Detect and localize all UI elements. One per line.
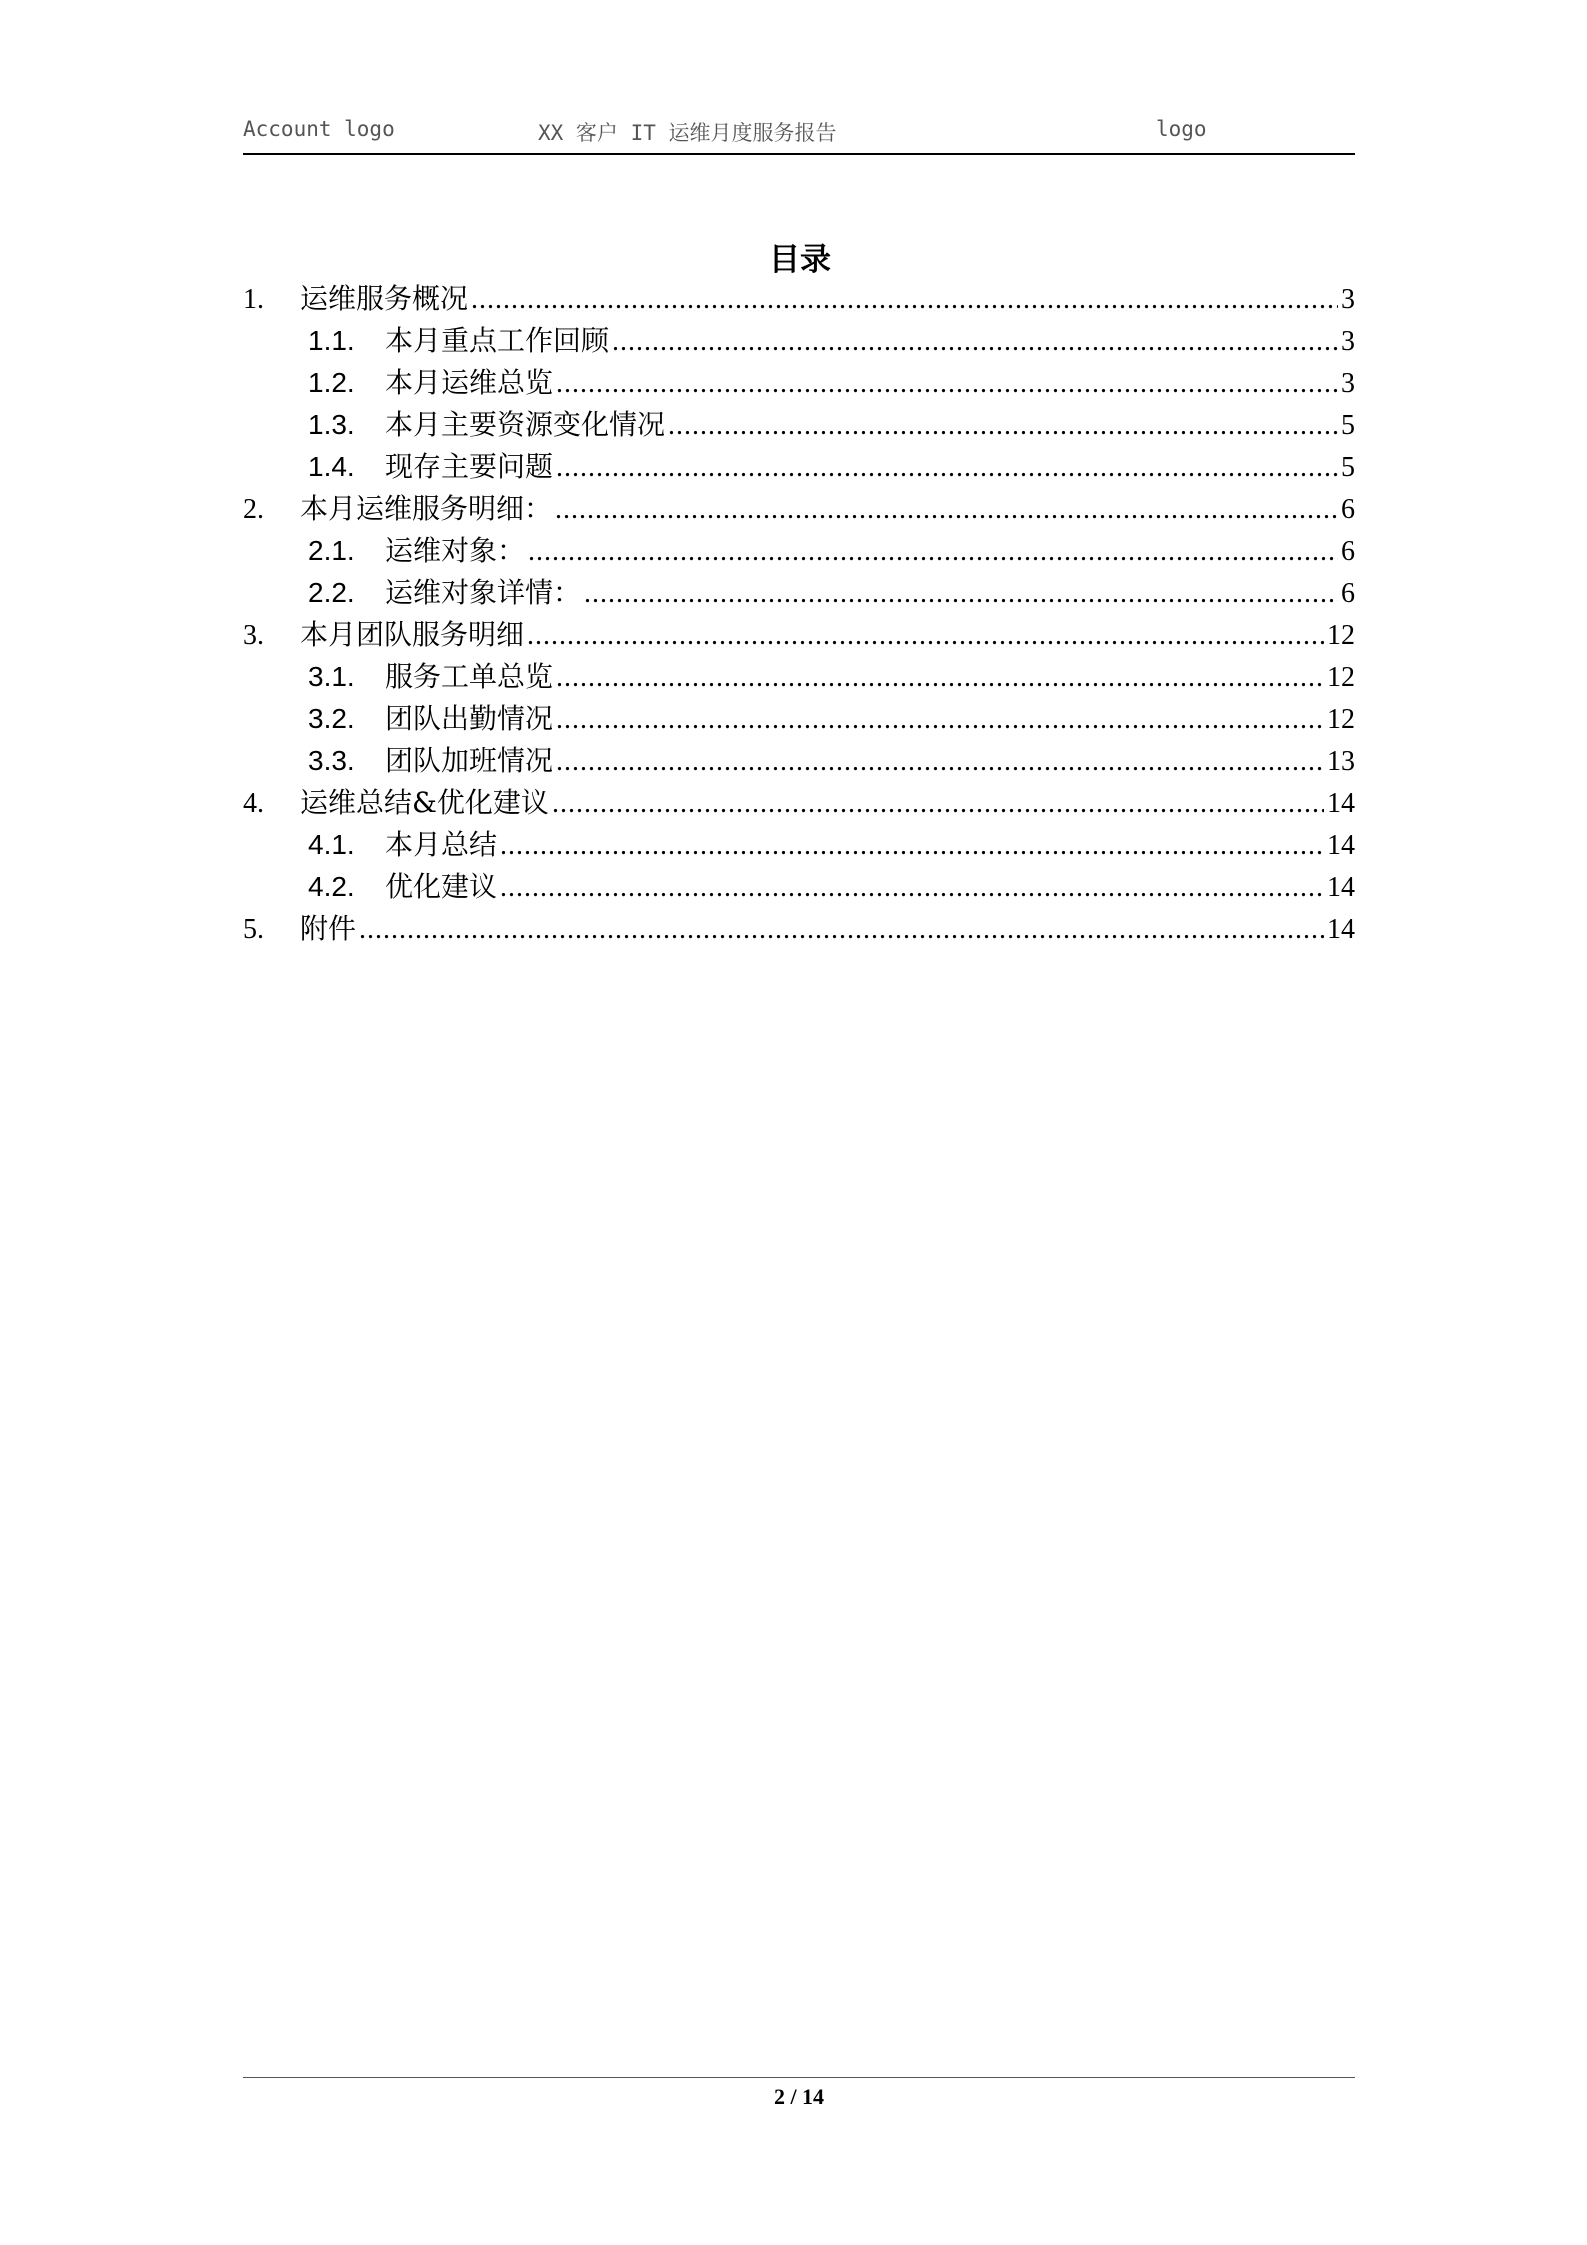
- page-footer: [243, 2077, 1355, 2109]
- toc-entry[interactable]: [243, 488, 1355, 530]
- header-logo: logo: [1156, 117, 1207, 141]
- toc-entry-page: 3: [1341, 326, 1355, 357]
- toc-entry[interactable]: [243, 824, 1355, 866]
- toc-entry-label: 本月重点工作回顾: [385, 324, 610, 357]
- toc-entry-page: 14: [1327, 788, 1355, 819]
- page-number: 2 / 14: [773, 2084, 825, 2109]
- toc-entry[interactable]: [243, 320, 1355, 362]
- toc-entry[interactable]: [243, 740, 1355, 782]
- toc-entry-page: 12: [1327, 620, 1355, 651]
- toc-entry-number: 4.2.: [308, 871, 355, 902]
- toc-entry[interactable]: [243, 698, 1355, 740]
- toc-entry[interactable]: [243, 446, 1355, 488]
- toc-entry-label: 运维总结&优化建议: [300, 786, 549, 819]
- toc-leader-dots: [359, 909, 1324, 951]
- toc-entry[interactable]: [243, 614, 1355, 656]
- table-of-contents: [243, 278, 1355, 950]
- toc-entry-number: 1.: [243, 284, 264, 315]
- toc-entry[interactable]: [243, 908, 1355, 950]
- toc-entry[interactable]: [243, 404, 1355, 446]
- toc-entry[interactable]: [243, 866, 1355, 908]
- toc-entry-number: 5.: [243, 914, 264, 945]
- page-header: [243, 113, 1355, 155]
- toc-entry-number: 3.1.: [308, 661, 355, 692]
- toc-entry-page: 14: [1327, 914, 1355, 945]
- toc-title: 目录: [769, 242, 831, 278]
- toc-leader-dots: [556, 657, 1324, 699]
- toc-entry-label: 本月运维总览: [385, 366, 554, 399]
- toc-entry-number: 4.1.: [308, 829, 355, 860]
- toc-leader-dots: [556, 741, 1324, 783]
- toc-entry-page: 5: [1341, 452, 1355, 483]
- toc-entry-label: 团队加班情况: [385, 744, 554, 777]
- toc-leader-dots: [556, 699, 1324, 741]
- toc-entry[interactable]: [243, 530, 1355, 572]
- toc-entry[interactable]: [243, 656, 1355, 698]
- toc-entry-label: 现存主要问题: [385, 450, 554, 483]
- toc-entry-number: 1.2.: [308, 367, 355, 398]
- toc-entry-page: 12: [1327, 662, 1355, 693]
- toc-leader-dots: [668, 405, 1338, 447]
- toc-entry-number: 4.: [243, 788, 264, 819]
- toc-entry-page: 14: [1327, 872, 1355, 903]
- toc-entry-number: 3.: [243, 620, 264, 651]
- toc-leader-dots: [612, 321, 1338, 363]
- toc-entry-label: 运维对象：: [385, 534, 526, 567]
- toc-entry-label: 本月主要资源变化情况: [385, 408, 666, 441]
- toc-entry-label: 本月运维服务明细：: [300, 492, 553, 525]
- toc-entry-number: 2.2.: [308, 577, 355, 608]
- toc-entry-page: 12: [1327, 704, 1355, 735]
- toc-entry-number: 3.2.: [308, 703, 355, 734]
- toc-entry[interactable]: [243, 782, 1355, 824]
- toc-entry-number: 3.3.: [308, 745, 355, 776]
- toc-entry[interactable]: [243, 278, 1355, 320]
- toc-entry-page: 5: [1341, 410, 1355, 441]
- toc-leader-dots: [500, 867, 1324, 909]
- toc-entry-number: 2.1.: [308, 535, 355, 566]
- toc-entry-label: 本月团队服务明细: [300, 618, 525, 651]
- toc-leader-dots: [471, 279, 1338, 321]
- toc-entry-label: 附件: [300, 912, 357, 945]
- toc-entry-label: 团队出勤情况: [385, 702, 554, 735]
- toc-leader-dots: [555, 489, 1338, 531]
- toc-entry-label: 本月总结: [385, 828, 498, 861]
- toc-entry-number: 1.4.: [308, 451, 355, 482]
- toc-entry-label: 服务工单总览: [385, 660, 554, 693]
- toc-entry-label: 优化建议: [385, 870, 498, 903]
- header-report-title: XX 客户 IT 运维月度服务报告: [538, 121, 837, 145]
- toc-leader-dots: [500, 825, 1324, 867]
- toc-entry-label: 运维服务概况: [300, 282, 469, 315]
- header-account-logo: Account logo: [243, 117, 395, 141]
- toc-leader-dots: [552, 783, 1324, 825]
- toc-entry-number: 1.1.: [308, 325, 355, 356]
- toc-entry[interactable]: [243, 362, 1355, 404]
- toc-entry-page: 3: [1341, 284, 1355, 315]
- toc-entry-number: 1.3.: [308, 409, 355, 440]
- toc-entry-label: 运维对象详情：: [385, 576, 582, 609]
- toc-entry-page: 6: [1341, 494, 1355, 525]
- toc-leader-dots: [527, 615, 1324, 657]
- toc-entry-number: 2.: [243, 494, 264, 525]
- toc-entry-page: 13: [1327, 746, 1355, 777]
- toc-leader-dots: [556, 363, 1338, 405]
- toc-entry[interactable]: [243, 572, 1355, 614]
- toc-entry-page: 6: [1341, 536, 1355, 567]
- toc-leader-dots: [528, 531, 1338, 573]
- toc-leader-dots: [584, 573, 1338, 615]
- toc-entry-page: 3: [1341, 368, 1355, 399]
- toc-entry-page: 14: [1327, 830, 1355, 861]
- toc-leader-dots: [556, 447, 1338, 489]
- toc-entry-page: 6: [1341, 578, 1355, 609]
